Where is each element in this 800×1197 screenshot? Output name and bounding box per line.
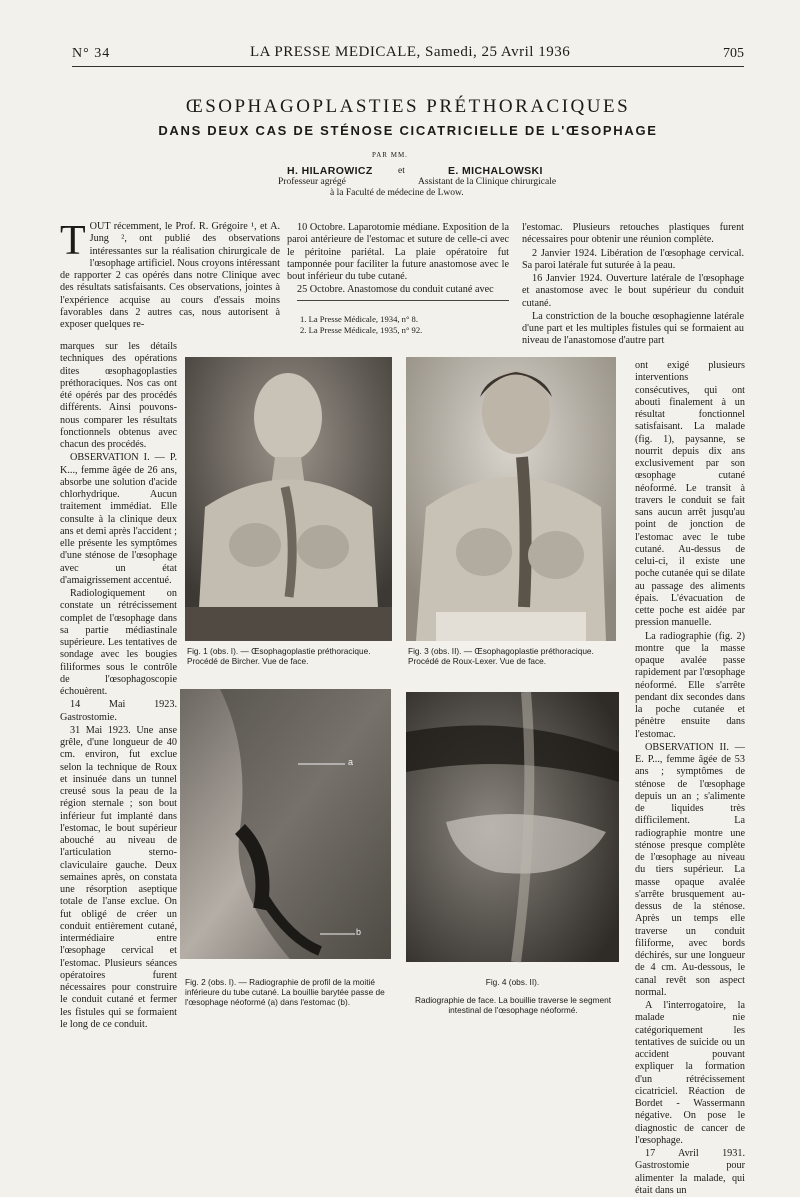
paragraph: Radiologiquement on constate un rétrécissement complet de l'œsophage dans sa partie médiastinale supérieure. Les tentatives de sondage avec les bougies filiformes sous le contrôle de l'œsophagoscopie échouèrent. <box>60 588 177 697</box>
figure-2-caption: Fig. 2 (obs. I). — Radiographie de profil de la moitié inférieure du tube cutané. La bouillie barytée passe de l'œsophage néoformé (a) dans l'estomac (b). <box>185 977 385 1008</box>
label-b: b <box>356 927 362 937</box>
paragraph: La constriction de la bouche œsophagienne latérale d'une part et les multiples fistules qui se formaient au niveau de l'anastomose d'autre part <box>522 310 744 347</box>
header-rule <box>72 66 744 67</box>
figure-3-caption: Fig. 3 (obs. II). — Œsophagoplastie préthoracique. Procédé de Roux-Lexer. Vue de face. <box>408 646 594 667</box>
figure-1-photo <box>185 357 392 641</box>
footnote-1: 1. La Presse Médicale, 1934, n° 8. <box>300 314 418 324</box>
footnote-rule <box>297 300 509 301</box>
author-1-name: H. HILAROWICZ <box>287 165 373 177</box>
column-1-body <box>60 341 177 1030</box>
figure-3-photo <box>406 357 616 641</box>
author-2-title: Assistant de la Clinique chirurgicale <box>418 177 557 187</box>
figure-1-caption: Fig. 1 (obs. I). — Œsophagoplastie préthoracique. Procédé de Bircher. Vue de face. <box>187 646 371 667</box>
paragraph: 16 Janvier 1924. Ouverture latérale de l'œsophage et anastomose avec le bout supérieur du conduit cutané. <box>522 273 744 309</box>
intro-text: OUT récemment, le Prof. R. Grégoire ¹, et A. Jung ², ont publié des observations intéressantes sur la réalisation chirurgicale de l'œsophage artificiel. Nous croyons intéressant de rapporter 2 cas opérés dans notre Clinique avec des résultats satisfaisants. Ces observations, jointes à l'expérience acquise au cours d'essais moins favorables dans 2 autres cas, nous autorisent à exposer quelques re- <box>60 221 280 330</box>
figure-4-title: Fig. 4 (obs. II). <box>485 977 540 987</box>
column-1-intro <box>60 218 280 341</box>
running-header <box>72 42 744 64</box>
issue-number: N° 34 <box>72 46 111 61</box>
paragraph: 17 Avril 1931. Gastrostomie pour alimenter la malade, qui était dans un <box>635 1148 745 1196</box>
article-title: ŒSOPHAGOPLASTIES PRÉTHORACIQUES <box>185 96 631 117</box>
column-2-top <box>287 222 509 297</box>
figure-2-radiograph <box>180 689 391 959</box>
article-subtitle: DANS DEUX CAS DE STÉNOSE CICATRICIELLE DE L'ŒSOPHAGE <box>158 123 658 138</box>
author-affiliation: à la Faculté de médecine de Lwow. <box>330 188 464 198</box>
by-line: PAR MM. <box>372 151 408 159</box>
observation-2: OBSERVATION II. — E. P..., femme âgée de 53 ans ; symptômes de sténose de l'œsophage depuis un an ; s'alimente de liquides très difficilement. La radiographie montre une sténose presque complète de l'œsophage au niveau du tiers supérieur. La masse opaque avalée s'arrête brusquement au-dessus de la sténose. Après un temps elle traverse un conduit filiforme, avec bords déchirés, sur une longueur de 4 cm. Au-dessous, le canal revêt son aspect normal. <box>635 741 745 998</box>
paragraph: l'estomac. Plusieurs retouches plastiques furent nécessaires pour obtenir une réunion complète. <box>522 222 744 246</box>
observation-1: OBSERVATION I. — P. K..., femme âgée de 26 ans, absorbe une solution d'acide chlorhydrique. Aucun traitement immédiat. Elle consulte à la clinique deux ans et demi après l'accident ; elle présente les symptômes d'une sténose de l'œsophage avec un état d'amaigrissement accentué. <box>60 452 177 586</box>
author-conjunction: et <box>398 166 405 176</box>
drop-cap: T <box>60 218 86 264</box>
figure-4-radiograph <box>406 692 619 962</box>
paragraph: marques sur les détails techniques des opérations dites œsophagoplasties préthoraciques. Nos cas ont été opérés par des procédés différents. Ainsi pouvons-nous comparer les résultats fonctionnels obtenus avec chacun des procédés. <box>60 341 177 450</box>
paragraph: 2 Janvier 1924. Libération de l'œsophage cervical. Sa paroi latérale fut suturée à la peau. <box>522 247 744 271</box>
author-2-name: E. MICHALOWSKI <box>448 165 543 177</box>
paragraph: A l'interrogatoire, la malade nie catégoriquement les tentatives de suicide ou un accident pouvant expliquer la formation d'un rétrécissement cicatriciel. Réaction de Bordet - Wassermann négative. On pose le diagnostic de cancer de l'œsophage. <box>635 1000 745 1146</box>
author-1-title: Professeur agrégé <box>278 177 346 187</box>
footnote-2: 2. La Presse Médicale, 1935, n° 92. <box>300 325 423 335</box>
paragraph: La radiographie (fig. 2) montre que la masse opaque avalée passe rapidement par l'œsophage néoformé. Elle s'arrête pendant dix secondes dans la poche cutanée et pénètre ensuite dans l'estomac. <box>635 630 745 740</box>
column-3-body <box>635 360 745 1196</box>
paragraph: 14 Mai 1923. Gastrostomie. <box>60 699 177 723</box>
page-number: 705 <box>723 46 744 61</box>
paragraph: ont exigé plusieurs interventions consécutives, qui ont abouti finalement à un résultat fonctionnel satisfaisant. La malade (fig. 1), paysanne, se nourrit depuis dix ans exclusivement par son œsophage cutané néoformé. Le transit à travers le conduit se fait sans aucun arrêt jusqu'au point de jonction de l'estomac avec le tube cutané. Au-dessus de celui-ci, il existe une poche cutanée qui se dilate au passage des aliments épais. L'évacuation de cette poche est aidée par pression manuelle. <box>635 360 745 629</box>
paragraph: 31 Mai 1923. Une anse grêle, d'une longueur de 40 cm. environ, fut exclue selon la technique de Roux et insinuée dans un tunnel creusé sous la peau de la région sternale ; son bout inférieur fut implanté dans l'estomac, le bout supérieur abouché au niveau de l'articulation sterno-claviculaire gauche. Deux semaines après, on constata une résorption aseptique totale de l'anse exclue. On fut obligé de créer un conduit entièrement cutané, intermédiaire entre l'œsophage cervical et l'estomac. Plusieurs séances opératoires furent nécessaires pour construire le conduit cutané et fermer les fistules qui se formaient le long de ce conduit. <box>60 724 177 1030</box>
journal-title: LA PRESSE MEDICALE, Samedi, 25 Avril 1936 <box>250 44 571 60</box>
figure-4-caption: Radiographie de face. La bouillie traverse le segment intestinal de l'œsophage néoformé. <box>414 995 612 1016</box>
label-a: a <box>348 757 354 767</box>
paragraph: 25 Octobre. Anastomose du conduit cutané avec <box>297 284 494 296</box>
column-3-top <box>522 222 744 359</box>
paragraph: 10 Octobre. Laparotomie médiane. Exposition de la paroi antérieure de l'estomac et suture de celle-ci avec le péritoine pariétal. La plaie opératoire fut tamponnée pour faciliter la future anastomose avec le bout inférieur du tube cutané. <box>287 222 509 282</box>
footnotes <box>300 314 510 336</box>
